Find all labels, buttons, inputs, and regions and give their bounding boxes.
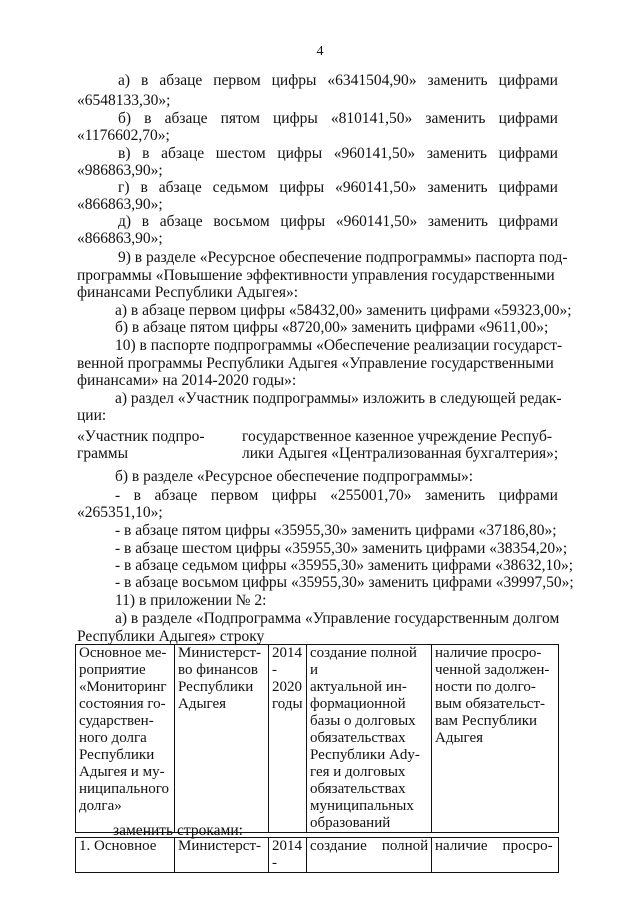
cell-line: ного долга [79,730,147,746]
table-cell-result: создание полной [307,838,432,873]
cell-line: Министерст- [178,645,261,661]
list-item-g-cont: «866863,90»; [77,196,163,213]
list-item-a-cont: «6548133,30»; [77,92,171,109]
cell-line: ченной задолжен- [435,662,550,678]
word: а) [118,72,131,89]
word: б) [118,110,132,127]
word: пятом [220,110,260,127]
cell-line: формационной [310,696,406,712]
list-item-b [118,110,558,128]
list-item-a [118,72,558,90]
word: в [133,487,141,504]
word: цифры [271,72,317,89]
list-item-v-cont: «986863,90»; [77,162,163,179]
word: цифры [272,110,318,127]
cell-line: во финансов [178,662,258,678]
table-cell-executor [175,645,269,833]
item10-line2: венной программы Республики Адыгея «Управление государственными [77,355,554,372]
word: цифрами [498,72,558,89]
word: абзаце [159,72,203,89]
quote-right-2: лики Адыгея «Централизованная бухгалтерия»; [242,445,559,462]
cell-line: Адыгея [435,730,484,746]
cell-line: вым обязательст- [435,696,546,712]
table-row [76,645,559,833]
cell-line: сударствен- [79,713,154,729]
word: цифры [280,213,326,230]
word: «255001,70» [330,487,412,504]
item9-b: б) в абзаце пятом цифры «8720,00» заменить цифрами «9611,00»; [115,319,549,336]
item11-a-line1: а) в разделе «Подпрограмма «Управление государственным долгом [115,610,560,627]
table-cell-risk [432,645,559,833]
word: заменить [424,487,486,504]
word: в [142,145,150,162]
word: цифрами [498,145,558,162]
table-cell-event [76,645,175,833]
word: абзаце [164,110,208,127]
word: цифрами [498,487,558,504]
item10-a-line1: а) раздел «Участник подпрограммы» изложить в следующей редак- [115,390,562,407]
word: цифры [277,145,323,162]
item10-b3: - в абзаце шестом цифры «35955,30» заменить цифрами «38354,20»; [115,540,568,557]
word: заменить [427,179,488,196]
word: заменить [427,213,488,230]
word: цифрами [498,110,558,127]
quote-left-1: «Участник подпро- [77,428,205,445]
word: первом [213,72,261,89]
cell-line: Республики [79,747,155,763]
item10-b1 [115,487,558,505]
word: - [115,487,121,504]
word: «6341504,90» [327,72,417,89]
cell-line: образований [310,815,391,831]
table-row [76,838,559,873]
word: в [141,213,150,230]
word: цифры [271,487,317,504]
cell-line: 2014- [272,645,302,678]
cell-line: состояния го- [79,696,166,712]
item9-line2: программы «Повышение эффективности управления государственными [77,267,555,284]
cell-line: ниципального [79,781,170,797]
cell-line: базы о долговых [310,713,416,729]
table-cell-event: 1. Основное [76,838,175,873]
item10-b2: - в абзаце пятом цифры «35955,30» заменить цифрами «37186,80»; [115,522,557,539]
table-cell-period: 2014- [269,838,307,873]
item10-b1-cont: «265351,10»; [77,504,163,521]
cell-line: наличие просро- [435,645,542,661]
word: абзаце [158,179,202,196]
word: восьмом [213,213,270,230]
table-cell-risk: наличие просро- [432,838,559,873]
list-item-g [118,179,558,197]
table-cell-executor: Министерст- [175,838,269,873]
list-item-v [118,145,558,163]
word: цифрами [498,213,558,230]
item10-a-line2: ции: [77,407,107,424]
word: «810141,50» [330,110,413,127]
cell-line: гея и долговых [310,764,406,780]
item9-line1: 9) в разделе «Ресурсное обеспечение подпрограммы» паспорта под- [118,249,568,266]
word: абзаце [161,145,205,162]
word: заменить [427,72,488,89]
cell-line: «Мониторинг [79,679,167,695]
cell-line: муниципальных [310,798,414,814]
word: «960141,50» [335,179,417,196]
cell-line: Республики Ady- [310,747,420,763]
cell-line: обязательствах [310,730,406,746]
quote-left-2: граммы [77,445,129,462]
list-item-d [118,213,558,231]
word: цифрами [498,179,558,196]
page-number: 4 [316,44,324,59]
word: г) [118,179,130,196]
word: абзаце [159,213,203,230]
table-new-rows [75,837,559,873]
word: седьмом [212,179,269,196]
word: «960141,50» [333,145,416,162]
cell-line: Адыгея и му- [79,764,165,780]
item10-b5: - в абзаце восьмом цифры «35955,30» заменить цифрами «39997,50»; [115,574,574,591]
table-old-row [75,644,559,833]
cell-line: Основное ме- [79,645,167,661]
word: цифры [279,179,325,196]
word: заменить [425,110,486,127]
item10-b: б) в разделе «Ресурсное обеспечение подпрограммы»: [115,468,474,485]
list-item-b-cont: «1176602,70»; [77,127,170,144]
word: абзаце [154,487,198,504]
cell-line: роприятие [79,662,146,678]
cell-line: создание полной и [310,645,417,678]
word: в [141,72,149,89]
list-item-d-cont: «866863,90»; [77,230,163,247]
cell-line: ности по долго- [435,679,536,695]
word: д) [118,213,132,230]
replace-label: заменить строками: [113,822,243,839]
table-cell-result [307,645,432,833]
word: заменить [426,145,487,162]
item10-line3: финансами» на 2014-2020 годы»: [77,372,297,389]
cell-line: обязательствах [310,781,406,797]
item9-line3: финансами Республики Адыгея»: [77,284,299,301]
word: в) [118,145,131,162]
item11-a-line2: Республики Адыгея» строку [77,628,265,645]
cell-line: вам Республики [435,713,538,729]
word: «960141,50» [335,213,418,230]
cell-line: Адыгея [178,696,227,712]
item10-line1: 10) в паспорте подпрограммы «Обеспечение реализации государст- [115,337,563,354]
word: в [140,179,148,196]
table-cell-period [269,645,307,833]
word: шестом [215,145,266,162]
item11-line1: 11) в приложении № 2: [115,592,267,609]
cell-line: 2020 [272,679,302,695]
cell-line: Республики [178,679,254,695]
cell-line: годы [272,696,303,712]
item9-a: а) в абзаце первом цифры «58432,00» заменить цифрами «59323,00»; [115,302,572,319]
item10-b4: - в абзаце седьмом цифры «35955,30» заменить цифрами «38632,10»; [115,557,574,574]
word: первом [210,487,259,504]
cell-line: долга» [79,798,122,814]
cell-line: актуальной ин- [310,679,407,695]
word: в [144,110,152,127]
quote-right-1: государственное казенное учреждение Респуб- [242,428,553,445]
